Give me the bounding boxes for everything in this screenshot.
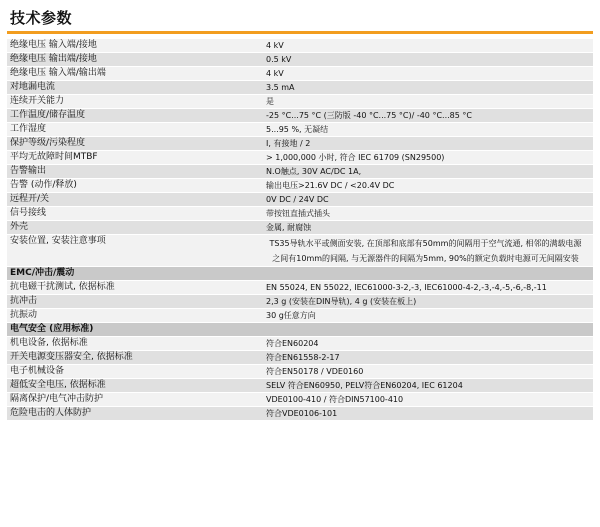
spec-value: N.O触点, 30V AC/DC 1A,	[266, 167, 362, 176]
spec-label: 平均无故障时间MTBF	[10, 152, 98, 162]
spec-row	[7, 81, 593, 95]
spec-row	[7, 39, 593, 53]
spec-value: 符合EN61558-2-17	[266, 353, 340, 362]
spec-value: 0.5 kV	[266, 55, 292, 64]
spec-row	[7, 393, 593, 407]
spec-label: 安装位置, 安装注意事项	[10, 236, 106, 246]
spec-row	[7, 137, 593, 151]
section-title: 电气安全 (应用标准)	[10, 324, 94, 334]
spec-value: EN 55024, EN 55022, IEC61000-3-2,-3, IEC61000-4-2,-3,-4,-5,-6,-8,-11	[266, 283, 547, 292]
spec-row	[7, 221, 593, 235]
title-underline	[7, 31, 593, 34]
spec-label: 绝缘电压 输入端/接地	[10, 40, 97, 50]
spec-label: 工作湿度	[10, 124, 47, 134]
spec-value: 金属, 耐腐蚀	[266, 223, 312, 232]
spec-row	[7, 295, 593, 309]
spec-row	[7, 235, 593, 267]
spec-row	[7, 207, 593, 221]
spec-value: 带按钮直插式插头	[266, 209, 330, 218]
spec-value: 符合EN50178 / VDE0160	[266, 367, 364, 376]
spec-row	[7, 123, 593, 137]
spec-value: 30 g任意方向	[266, 311, 316, 320]
spec-value: SELV 符合EN60950, PELV符合EN60204, IEC 61204	[266, 381, 463, 390]
spec-value: VDE0100-410 / 符合DIN57100-410	[266, 395, 404, 404]
spec-label: 电子机械设备	[10, 366, 65, 376]
spec-value: 3.5 mA	[266, 83, 295, 92]
spec-label: 抗振动	[10, 310, 38, 320]
spec-label: 对地漏电流	[10, 82, 56, 92]
spec-label: 绝缘电压 输出端/接地	[10, 54, 97, 64]
spec-value: 是	[266, 97, 274, 106]
spec-value: 2,3 g (安装在DIN导轨), 4 g (安装在板上)	[266, 297, 417, 306]
spec-value: 输出电压>21.6V DC / <20.4V DC	[266, 181, 395, 190]
spec-value: 符合EN60204	[266, 339, 319, 348]
spec-label: 信号接线	[10, 208, 47, 218]
spec-row	[7, 379, 593, 393]
spec-row	[7, 165, 593, 179]
spec-value: -25 °C...75 °C (三防版 -40 °C...75 °C)/ -40 °C...85 °C	[266, 111, 472, 120]
spec-label: 绝缘电压 输入端/输出端	[10, 68, 106, 78]
spec-row	[7, 193, 593, 207]
spec-row	[7, 337, 593, 351]
spec-row	[7, 365, 593, 379]
spec-label: 抗冲击	[10, 296, 38, 306]
spec-value: I, 有接地 / 2	[266, 139, 311, 148]
section-header	[7, 267, 593, 281]
spec-row	[7, 281, 593, 295]
spec-label: 告警 (动作/释放)	[10, 180, 77, 190]
spec-label: 外壳	[10, 222, 29, 232]
spec-row	[7, 309, 593, 323]
spec-label: 机电设备, 依据标准	[10, 338, 88, 348]
spec-row	[7, 95, 593, 109]
section-title: EMC/冲击/震动	[10, 268, 75, 278]
spec-row	[7, 407, 593, 421]
spec-row	[7, 67, 593, 81]
spec-row	[7, 151, 593, 165]
page-title: 技术参数	[10, 9, 73, 27]
spec-value: 4 kV	[266, 69, 284, 78]
spec-value: 4 kV	[266, 41, 284, 50]
spec-value: 5...95 %, 无凝结	[266, 125, 329, 134]
spec-value: 0V DC / 24V DC	[266, 195, 329, 204]
spec-value: 符合VDE0106-101	[266, 409, 338, 418]
spec-row	[7, 179, 593, 193]
spec-row	[7, 53, 593, 67]
spec-row	[7, 109, 593, 123]
spec-label: 连续开关能力	[10, 96, 65, 106]
spec-label: 告警输出	[10, 166, 47, 176]
spec-row	[7, 351, 593, 365]
spec-label: 保护等级/污染程度	[10, 138, 86, 148]
spec-value: > 1,000,000 小时, 符合 IEC 61709 (SN29500)	[266, 153, 445, 162]
spec-table	[7, 38, 593, 421]
spec-label: 远程开/关	[10, 194, 50, 204]
section-header	[7, 323, 593, 337]
spec-label: 隔离保护/电气冲击防护	[10, 394, 104, 404]
spec-label: 开关电源变压器安全, 依据标准	[10, 352, 133, 362]
spec-value: TS35导轨水平或侧面安装, 在顶部和底部有50mm的间隔用于空气流通, 相邻的满载电源之间有10mm的间隔, 与无源器件的间隔为5mm, 90%的额定负载时电源可无间隔安装	[269, 239, 582, 263]
spec-label: 工作温度/储存温度	[10, 110, 86, 120]
spec-label: 超低安全电压, 依据标准	[10, 380, 106, 390]
spec-label: 抗电磁干扰测试, 依据标准	[10, 282, 115, 292]
spec-label: 危险电击的人体防护	[10, 408, 92, 418]
